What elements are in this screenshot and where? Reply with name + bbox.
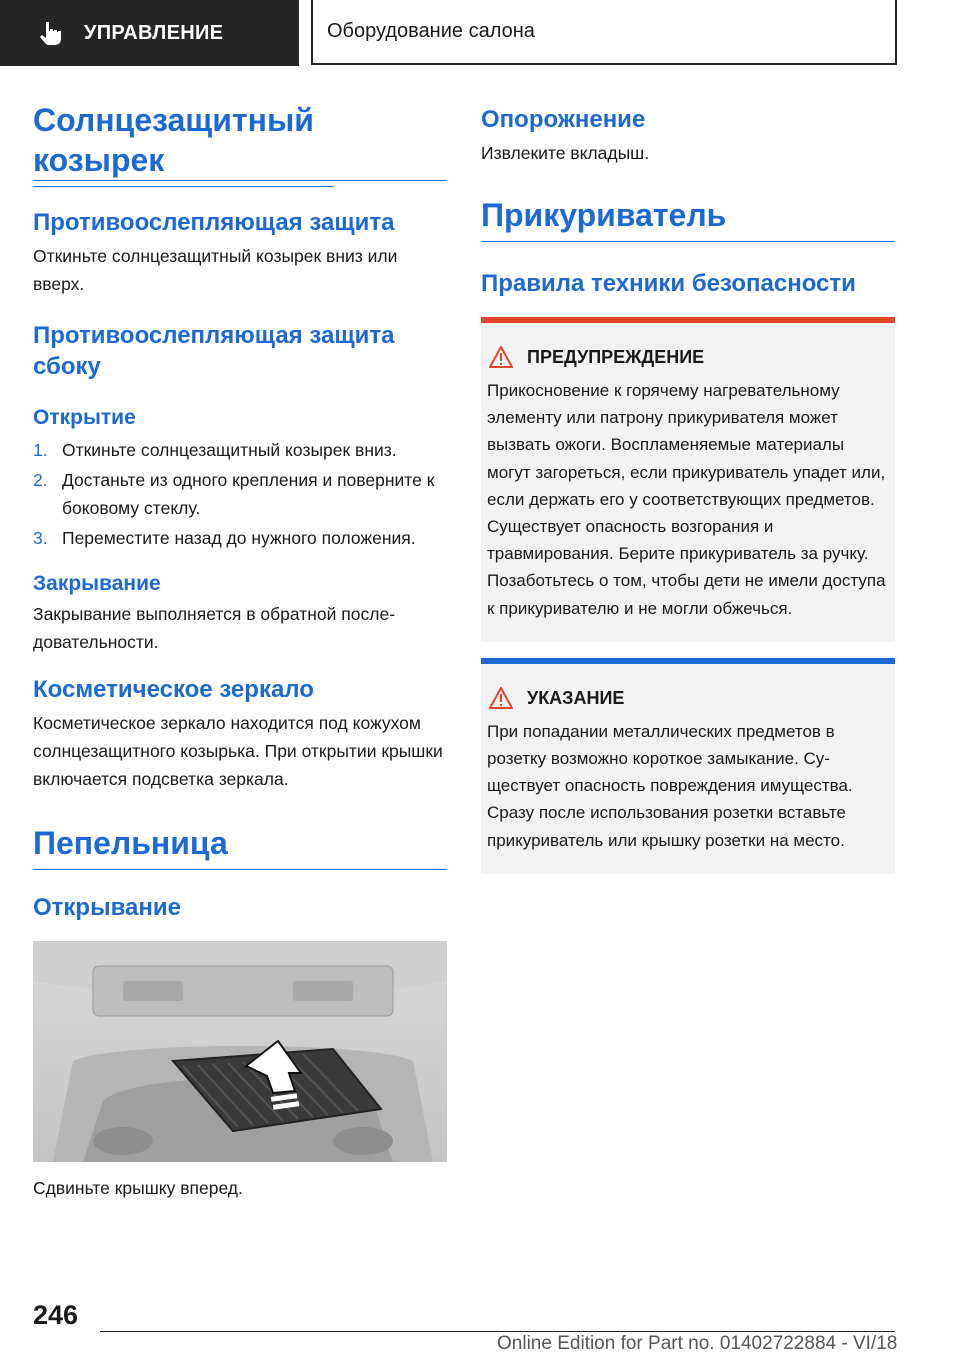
section-tab[interactable] bbox=[0, 0, 299, 66]
warning-box bbox=[481, 317, 895, 642]
mirror-heading: Косметическое зеркало bbox=[33, 676, 314, 703]
section-label: УПРАВЛЕНИЕ bbox=[84, 21, 224, 44]
step-text: Достаньте из одного крепления и поверните к боковому стеклу. bbox=[62, 470, 435, 518]
page-header bbox=[0, 0, 960, 66]
warning-title-text: ПРЕДУПРЕЖДЕНИЕ bbox=[527, 347, 705, 367]
step-item bbox=[33, 466, 447, 522]
ashtray-illustration bbox=[33, 941, 447, 1162]
note-title bbox=[487, 686, 887, 710]
pointing-hand-icon bbox=[36, 19, 64, 47]
sun-visor-title: Солнцезащитный козырек bbox=[33, 100, 333, 187]
step-text: Откиньте солнцезащитный козырек вниз. bbox=[62, 440, 397, 460]
note-title-text: УКАЗАНИЕ bbox=[527, 687, 625, 708]
closing-text: Закрывание выполняется в обратной последовательности. bbox=[33, 604, 396, 652]
right-column bbox=[481, 104, 895, 874]
chapter-tab[interactable] bbox=[311, 0, 897, 65]
step-number: 3. bbox=[33, 528, 48, 548]
anti-glare-text: Откиньте солнцезащитный козырек вниз или вверх. bbox=[33, 246, 398, 294]
lighter-title: Прикуриватель bbox=[481, 195, 895, 242]
warning-triangle-icon bbox=[489, 346, 513, 368]
step-number: 1. bbox=[33, 440, 48, 460]
footer-rule bbox=[100, 1331, 895, 1332]
mirror-text: Косметическое зеркало находится под кожухом солнцезащитного козырька. При открытии крышки включается подсветка зеркала. bbox=[33, 713, 443, 789]
ashtray-opening-heading: Открывание bbox=[33, 894, 181, 921]
anti-glare-heading: Противоослепляющая защита bbox=[33, 209, 395, 236]
figure-caption: Сдвиньте крышку вперед. bbox=[33, 1178, 243, 1198]
step-number: 2. bbox=[33, 470, 48, 490]
warning-triangle-icon bbox=[489, 687, 513, 709]
left-column bbox=[33, 100, 447, 1202]
emptying-heading: Опорожнение bbox=[481, 106, 646, 133]
emptying-text: Извлеките вкладыш. bbox=[481, 143, 650, 163]
step-item bbox=[33, 436, 447, 464]
edition-text: Online Edition for Part no. 01402722884 - VI/18 bbox=[497, 1333, 898, 1354]
closing-heading: Закрывание bbox=[33, 572, 161, 595]
note-text: При попадании металлических предметов в розетку возможно короткое замыкание. Существует опасность повреждения имущества. Сразу после использования розетки вставьте прикуриватель или крышку розетки на место. bbox=[487, 721, 853, 850]
note-box bbox=[481, 658, 895, 874]
warning-text: Прикосновение к горячему нагревательному элементу или патрону прикуривателя может вызвать ожоги. Воспламеняемые материалы могут загореться, если прикуриватель упадет или, если держать его у соответствующих предметов. Существует опасность возгорания и травмирования. Берите прикуриватель за ручку. Позаботьтесь о том, чтобы дети не имели доступа к прикуривателю и не могли обжечься. bbox=[487, 381, 886, 618]
warning-title bbox=[487, 345, 887, 369]
chapter-label: Оборудование салона bbox=[327, 20, 535, 42]
opening-steps bbox=[33, 436, 447, 552]
step-item bbox=[33, 524, 447, 552]
side-anti-glare-heading: Противоослепляющая защита сбоку bbox=[33, 322, 395, 380]
opening-heading: Открытие bbox=[33, 406, 136, 429]
safety-heading: Правила техники безопасности bbox=[481, 270, 856, 297]
page-number: 246 bbox=[33, 1300, 79, 1330]
step-text: Переместите назад до нужного положения. bbox=[62, 528, 416, 548]
ashtray-title: Пепельница bbox=[33, 823, 447, 870]
title-rule bbox=[33, 180, 447, 181]
